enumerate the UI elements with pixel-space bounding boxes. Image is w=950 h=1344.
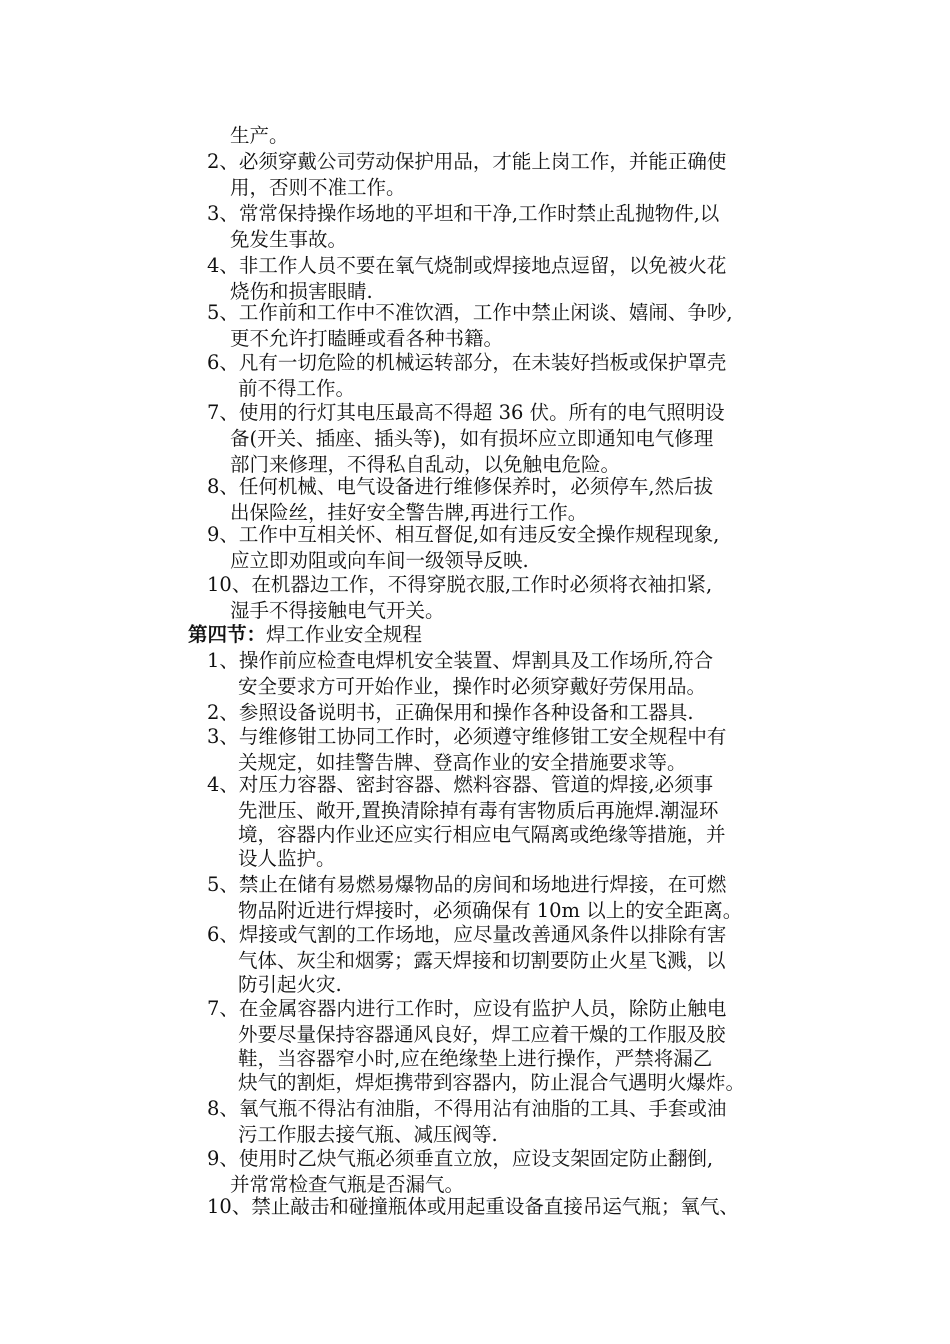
- list-item-line: 6、焊接或气割的工作场地，应尽量改善通风条件以排除有害: [207, 923, 727, 946]
- list-item-line: 7、在金属容器内进行工作时，应设有监护人员，除防止触电: [207, 997, 727, 1020]
- list-item-line: 3、常常保持操作场地的平坦和干净,工作时禁止乱抛物件,以: [207, 202, 720, 225]
- section-title: 焊工作业安全规程: [266, 623, 423, 646]
- list-item-line: 2、必须穿戴公司劳动保护用品，才能上岗工作，并能正确使: [207, 150, 727, 173]
- list-item-line: 防引起火灾.: [238, 973, 342, 996]
- list-item-line: 鞋，当容器窄小时,应在绝缘垫上进行操作，严禁将漏乙: [238, 1047, 713, 1070]
- list-item-line: 备(开关、插座、插头等)，如有损坏应立即通知电气修理: [230, 427, 714, 450]
- list-item-line: 9、工作中互相关怀、相互督促,如有违反安全操作规程现象,: [207, 523, 720, 546]
- list-item-line: 7、使用的行灯其电压最高不得超 36 伏。所有的电气照明设: [207, 401, 725, 424]
- list-item-line: 6、凡有一切危险的机械运转部分，在未装好挡板或保护罩壳: [207, 351, 727, 374]
- list-item-line: 安全要求方可开始作业，操作时必须穿戴好劳保用品。: [238, 675, 707, 698]
- list-item-line: 污工作服去接气瓶、减压阀等.: [238, 1123, 498, 1146]
- section-label: 第四节：: [188, 623, 267, 646]
- list-item-line: 出保险丝，挂好安全警告牌,再进行工作。: [230, 501, 588, 524]
- list-item-line: 炔气的割炬，焊炬携带到容器内，防止混合气遇明火爆炸。: [238, 1071, 746, 1094]
- list-item-line: 前不得工作。: [238, 377, 356, 400]
- list-item-line: 8、氧气瓶不得沾有油脂，不得用沾有油脂的工具、手套或油: [207, 1097, 727, 1120]
- list-item-line: 5、禁止在储有易燃易爆物品的房间和场地进行焊接，在可燃: [207, 873, 727, 896]
- list-item-line: 3、与维修钳工协同工作时，必须遵守维修钳工安全规程中有: [207, 725, 727, 748]
- section-heading: [188, 622, 422, 648]
- list-item-line: 烧伤和损害眼睛.: [230, 280, 373, 303]
- list-item-line: 先泄压、敞开,置换清除掉有毒有害物质后再施焊.潮湿环: [238, 799, 719, 822]
- list-item-line: 更不允许打瞌睡或看各种书籍。: [230, 327, 504, 350]
- list-item-line: 境，容器内作业还应实行相应电气隔离或绝缘等措施，并: [238, 823, 726, 846]
- list-item-line: 5、工作前和工作中不准饮酒，工作中禁止闲谈、嬉闹、争吵,: [207, 301, 733, 324]
- list-item-line: 气体、灰尘和烟雾；露天焊接和切割要防止火星飞溅，以: [238, 949, 726, 972]
- list-item-line: 1、操作前应检查电焊机安全装置、焊割具及工作场所,符合: [207, 649, 714, 672]
- list-item-line: 10、禁止敲击和碰撞瓶体或用起重设备直接吊运气瓶；氧气、: [207, 1195, 739, 1218]
- list-item-line: 外要尽量保持容器通风良好，焊工应着干燥的工作服及胶: [238, 1023, 726, 1046]
- list-item-line: 生产。: [230, 124, 289, 147]
- list-item-line: 8、任何机械、电气设备进行维修保养时，必须停车,然后拔: [207, 475, 714, 498]
- list-item-line: 2、参照设备说明书，正确保用和操作各种设备和工器具.: [207, 701, 694, 724]
- list-item-line: 设人监护。: [238, 847, 336, 870]
- list-item-line: 物品附近进行焊接时，必须确保有 10m 以上的安全距离。: [238, 899, 743, 922]
- list-item-line: 关规定，如挂警告牌、登高作业的安全措施要求等。: [238, 751, 687, 774]
- list-item-line: 并常常检查气瓶是否漏气。: [230, 1173, 465, 1196]
- list-item-line: 4、对压力容器、密封容器、燃料容器、管道的焊接,必须事: [207, 773, 714, 796]
- list-item-line: 10、在机器边工作，不得穿脱衣服,工作时必须将衣袖扣紧,: [207, 573, 713, 596]
- list-item-line: 部门来修理，不得私自乱动，以免触电危险。: [230, 453, 621, 476]
- list-item-line: 用，否则不准工作。: [230, 176, 406, 199]
- list-item-line: 免发生事故。: [230, 228, 348, 251]
- list-item-line: 4、非工作人员不要在氧气烧制或焊接地点逗留，以免被火花: [207, 254, 727, 277]
- list-item-line: 湿手不得接触电气开关。: [230, 599, 445, 622]
- list-item-line: 应立即劝阻或向车间一级领导反映.: [230, 549, 529, 572]
- list-item-line: 9、使用时乙炔气瓶必须垂直立放，应设支架固定防止翻倒,: [207, 1147, 714, 1170]
